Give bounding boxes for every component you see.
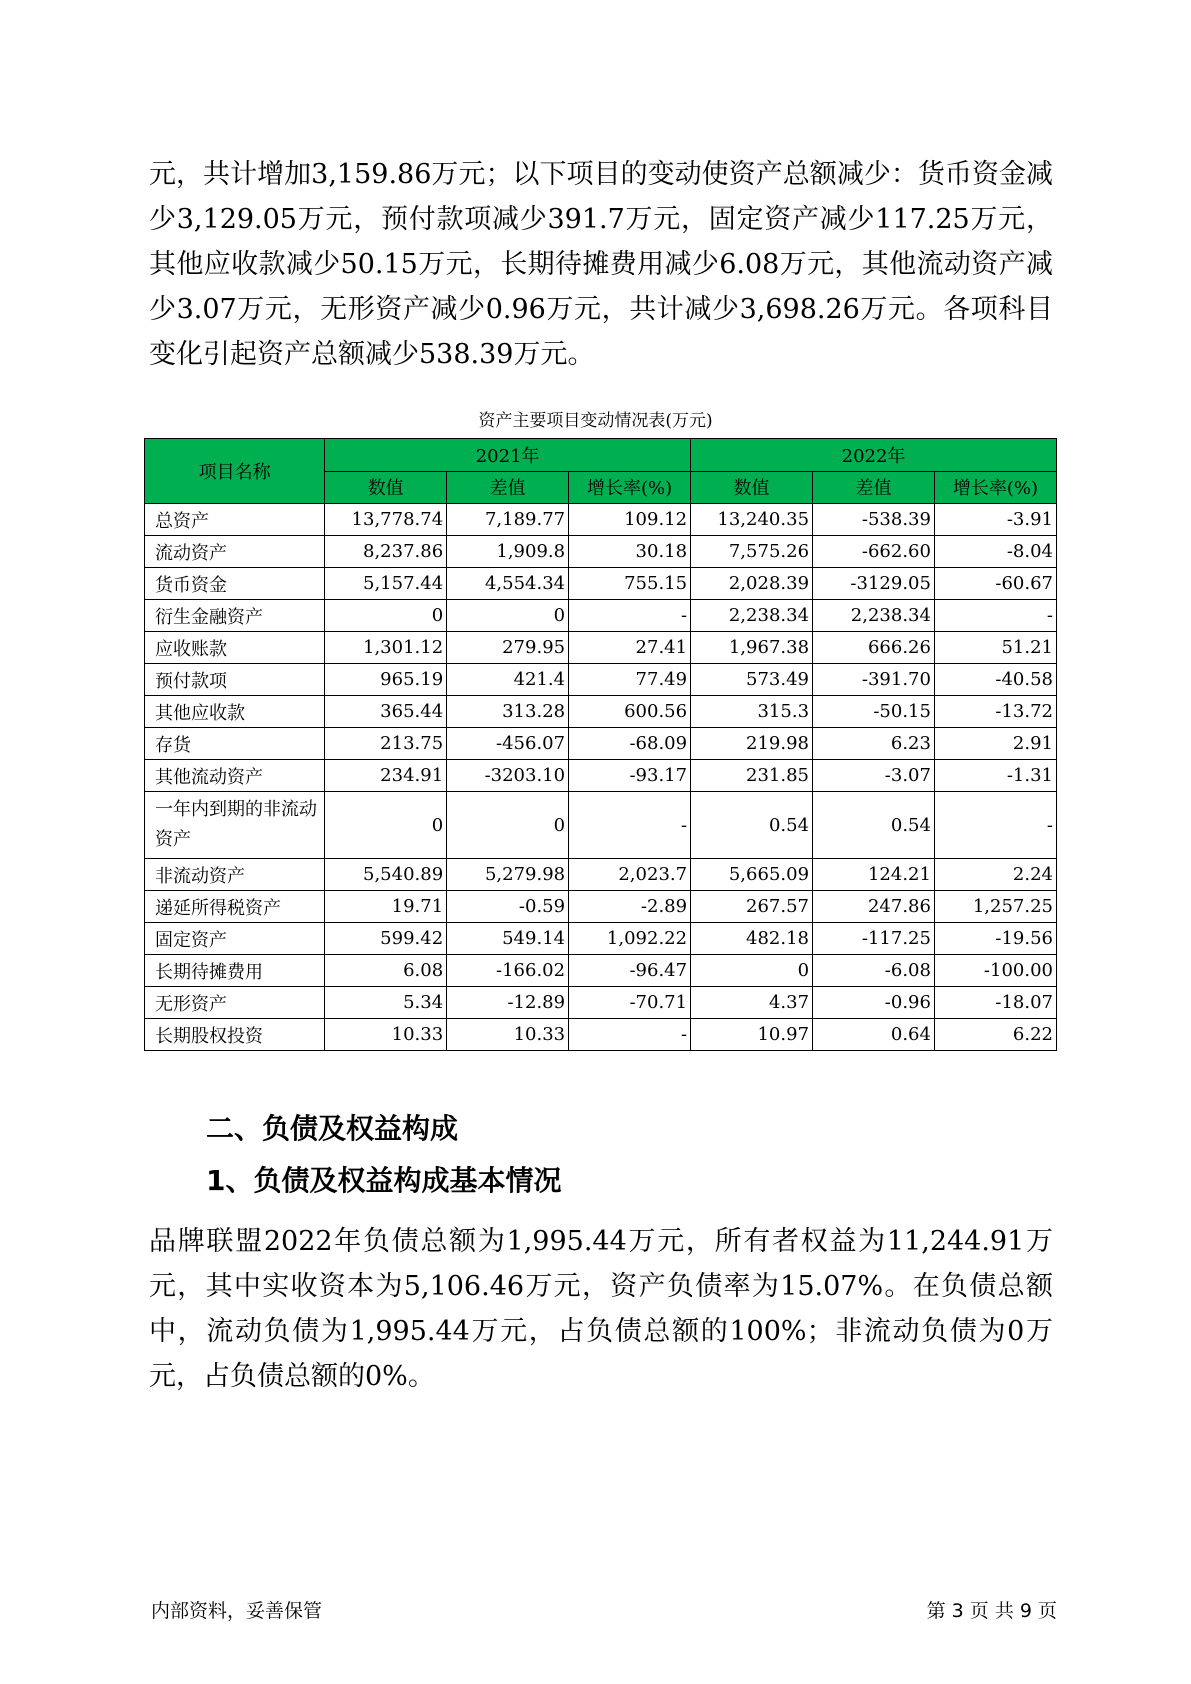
cell-g1: 109.12 <box>569 504 691 536</box>
cell-d1: 0 <box>447 600 569 632</box>
row-item-name: 流动资产 <box>145 536 325 568</box>
cell-g1: - <box>569 792 691 859</box>
cell-d2: 2,238.34 <box>813 600 935 632</box>
cell-v2: 0 <box>691 955 813 987</box>
cell-g2: 2.24 <box>934 859 1056 891</box>
cell-v1: 6.08 <box>325 955 447 987</box>
cell-d1: 549.14 <box>447 923 569 955</box>
table-row <box>145 728 1057 760</box>
table-row <box>145 536 1057 568</box>
cell-d1: 421.4 <box>447 664 569 696</box>
row-item-name: 其他流动资产 <box>145 760 325 792</box>
cell-d2: -0.96 <box>813 987 935 1019</box>
row-item-name: 总资产 <box>145 504 325 536</box>
cell-v2: 315.3 <box>691 696 813 728</box>
cell-d1: -12.89 <box>447 987 569 1019</box>
cell-v2: 1,967.38 <box>691 632 813 664</box>
table-row <box>145 859 1057 891</box>
cell-v1: 234.91 <box>325 760 447 792</box>
cell-g1: 27.41 <box>569 632 691 664</box>
cell-v2: 573.49 <box>691 664 813 696</box>
header-diff-2022: 差值 <box>813 471 935 504</box>
cell-v2: 5,665.09 <box>691 859 813 891</box>
cell-v1: 5,157.44 <box>325 568 447 600</box>
cell-g2: -40.58 <box>934 664 1056 696</box>
cell-d2: -538.39 <box>813 504 935 536</box>
cell-g1: - <box>569 1019 691 1051</box>
cell-v1: 10.33 <box>325 1019 447 1051</box>
cell-g2: -8.04 <box>934 536 1056 568</box>
row-item-name: 一年内到期的非流动资产 <box>145 792 325 859</box>
row-item-name: 非流动资产 <box>145 859 325 891</box>
cell-d2: -391.70 <box>813 664 935 696</box>
cell-d1: 5,279.98 <box>447 859 569 891</box>
table-row <box>145 891 1057 923</box>
cell-g2: 2.91 <box>934 728 1056 760</box>
cell-v2: 219.98 <box>691 728 813 760</box>
cell-g1: -2.89 <box>569 891 691 923</box>
cell-g2: -13.72 <box>934 696 1056 728</box>
table-row <box>145 955 1057 987</box>
cell-d1: 279.95 <box>447 632 569 664</box>
cell-g1: -68.09 <box>569 728 691 760</box>
cell-d2: -662.60 <box>813 536 935 568</box>
row-item-name: 递延所得税资产 <box>145 891 325 923</box>
cell-d1: -0.59 <box>447 891 569 923</box>
cell-d1: 7,189.77 <box>447 504 569 536</box>
cell-g1: 600.56 <box>569 696 691 728</box>
cell-g2: -60.67 <box>934 568 1056 600</box>
cell-g1: -93.17 <box>569 760 691 792</box>
header-year-2022: 2022年 <box>691 439 1057 472</box>
table-row <box>145 792 1057 859</box>
cell-v2: 4.37 <box>691 987 813 1019</box>
table-row <box>145 504 1057 536</box>
cell-v1: 599.42 <box>325 923 447 955</box>
header-value-2022: 数值 <box>691 471 813 504</box>
row-item-name: 货币资金 <box>145 568 325 600</box>
header-diff-2021: 差值 <box>447 471 569 504</box>
cell-v1: 5.34 <box>325 987 447 1019</box>
cell-d2: 247.86 <box>813 891 935 923</box>
paragraph-liabilities: 品牌联盟2022年负债总额为1,995.44万元，所有者权益为11,244.91万元，其中实收资本为5,106.46万元，资产负债率为15.07%。在负债总额中，流动负债为1,995.44万元，占负债总额的100%；非流动负债为0万元，占负债总额的0%。 <box>149 1226 1053 1392</box>
row-item-name: 存货 <box>145 728 325 760</box>
cell-v1: 8,237.86 <box>325 536 447 568</box>
cell-g2: -19.56 <box>934 923 1056 955</box>
row-item-name: 固定资产 <box>145 923 325 955</box>
cell-v2: 7,575.26 <box>691 536 813 568</box>
row-item-name: 预付款项 <box>145 664 325 696</box>
cell-g2: - <box>934 600 1056 632</box>
cell-g1: 77.49 <box>569 664 691 696</box>
cell-d1: 4,554.34 <box>447 568 569 600</box>
row-item-name: 其他应收款 <box>145 696 325 728</box>
cell-d2: -6.08 <box>813 955 935 987</box>
section-heading: 二、负债及权益构成 <box>206 1112 459 1145</box>
cell-d1: 313.28 <box>447 696 569 728</box>
cell-d1: -3203.10 <box>447 760 569 792</box>
footer-page-number: 第 3 页 共 9 页 <box>926 1600 1057 1622</box>
header-item-name: 项目名称 <box>145 439 325 504</box>
cell-g2: - <box>934 792 1056 859</box>
cell-v2: 2,028.39 <box>691 568 813 600</box>
asset-change-table <box>144 438 1057 1051</box>
table-row <box>145 760 1057 792</box>
cell-v1: 365.44 <box>325 696 447 728</box>
table-row <box>145 568 1057 600</box>
cell-d1: 0 <box>447 792 569 859</box>
cell-d1: 1,909.8 <box>447 536 569 568</box>
cell-d2: 666.26 <box>813 632 935 664</box>
cell-v1: 13,778.74 <box>325 504 447 536</box>
cell-v1: 213.75 <box>325 728 447 760</box>
cell-d2: -117.25 <box>813 923 935 955</box>
cell-d1: 10.33 <box>447 1019 569 1051</box>
cell-g1: 755.15 <box>569 568 691 600</box>
footer-confidential-note: 内部资料，妥善保管 <box>151 1600 323 1622</box>
cell-d2: -50.15 <box>813 696 935 728</box>
cell-g2: 51.21 <box>934 632 1056 664</box>
cell-v2: 267.57 <box>691 891 813 923</box>
cell-v2: 482.18 <box>691 923 813 955</box>
cell-v1: 19.71 <box>325 891 447 923</box>
row-item-name: 应收账款 <box>145 632 325 664</box>
cell-g2: -18.07 <box>934 987 1056 1019</box>
cell-d2: 0.64 <box>813 1019 935 1051</box>
table-row <box>145 923 1057 955</box>
cell-g1: -96.47 <box>569 955 691 987</box>
cell-d1: -166.02 <box>447 955 569 987</box>
cell-d2: 6.23 <box>813 728 935 760</box>
cell-g2: -1.31 <box>934 760 1056 792</box>
header-year-2021: 2021年 <box>325 439 691 472</box>
table-row <box>145 696 1057 728</box>
paragraph-asset-decrease: 元，共计增加3,159.86万元；以下项目的变动使资产总额减少：货币资金减少3,129.05万元，预付款项减少391.7万元，固定资产减少117.25万元，其他应收款减少50.15万元，长期待摊费用减少6.08万元，其他流动资产减少3.07万元，无形资产减少0.96万元，共计减少3,698.26万元。各项科目变化引起资产总额减少538.39万元。 <box>149 159 1053 370</box>
cell-g1: 1,092.22 <box>569 923 691 955</box>
cell-d2: 0.54 <box>813 792 935 859</box>
cell-d2: 124.21 <box>813 859 935 891</box>
cell-g2: 6.22 <box>934 1019 1056 1051</box>
header-value-2021: 数值 <box>325 471 447 504</box>
header-growth-2022: 增长率(%) <box>934 471 1056 504</box>
row-item-name: 衍生金融资产 <box>145 600 325 632</box>
cell-v1: 0 <box>325 600 447 632</box>
cell-g1: 2,023.7 <box>569 859 691 891</box>
cell-v1: 5,540.89 <box>325 859 447 891</box>
cell-v1: 1,301.12 <box>325 632 447 664</box>
cell-d1: -456.07 <box>447 728 569 760</box>
row-item-name: 无形资产 <box>145 987 325 1019</box>
table-caption: 资产主要项目变动情况表(万元) <box>478 411 713 431</box>
table-row <box>145 987 1057 1019</box>
cell-g1: - <box>569 600 691 632</box>
cell-v2: 2,238.34 <box>691 600 813 632</box>
cell-g2: -100.00 <box>934 955 1056 987</box>
cell-v1: 965.19 <box>325 664 447 696</box>
subsection-heading: 1、负债及权益构成基本情况 <box>206 1164 562 1197</box>
cell-v2: 10.97 <box>691 1019 813 1051</box>
cell-v2: 0.54 <box>691 792 813 859</box>
cell-v2: 231.85 <box>691 760 813 792</box>
cell-g2: -3.91 <box>934 504 1056 536</box>
cell-g1: -70.71 <box>569 987 691 1019</box>
cell-d2: -3.07 <box>813 760 935 792</box>
cell-v2: 13,240.35 <box>691 504 813 536</box>
table-row <box>145 632 1057 664</box>
header-growth-2021: 增长率(%) <box>569 471 691 504</box>
table-row <box>145 1019 1057 1051</box>
cell-v1: 0 <box>325 792 447 859</box>
table-row <box>145 600 1057 632</box>
cell-d2: -3129.05 <box>813 568 935 600</box>
cell-g1: 30.18 <box>569 536 691 568</box>
cell-g2: 1,257.25 <box>934 891 1056 923</box>
row-item-name: 长期待摊费用 <box>145 955 325 987</box>
row-item-name: 长期股权投资 <box>145 1019 325 1051</box>
table-row <box>145 664 1057 696</box>
